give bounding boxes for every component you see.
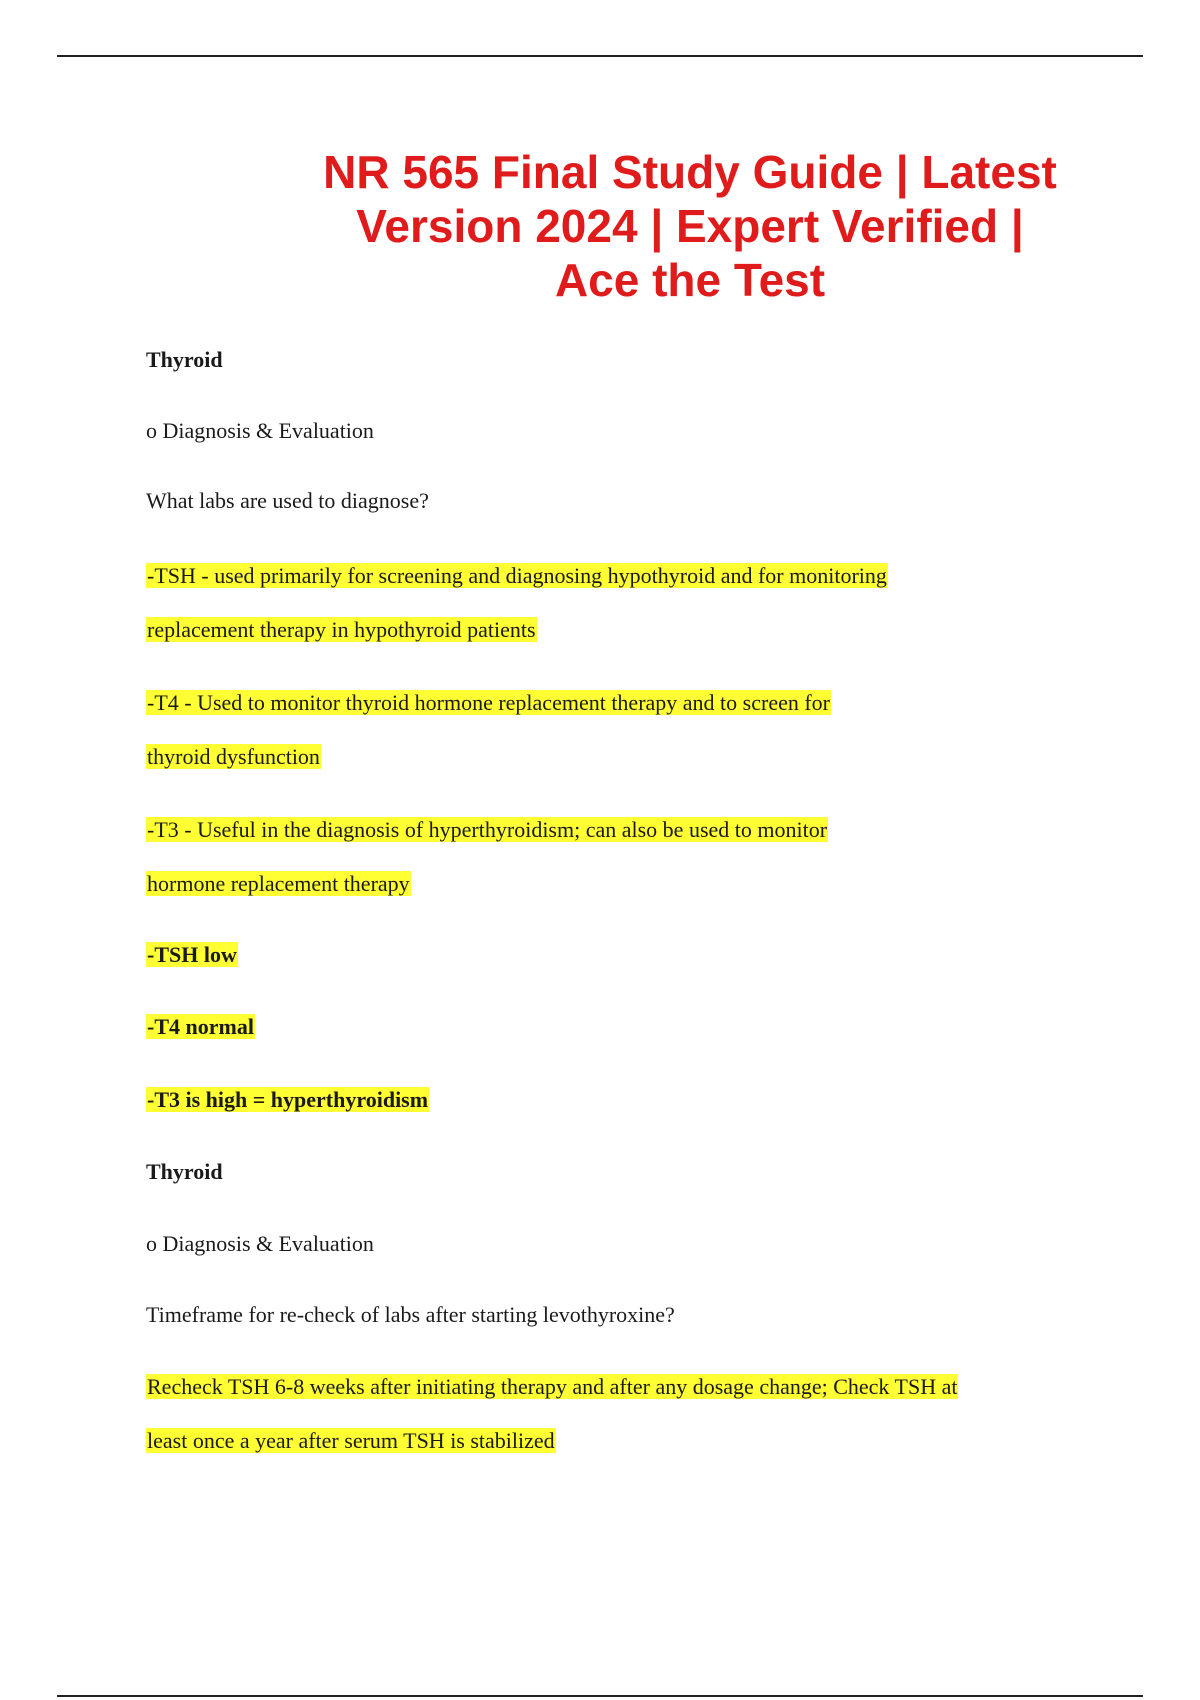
title-line: Version 2024 | Expert Verified | <box>356 200 1024 252</box>
answer-line <box>146 688 831 718</box>
question-text: What labs are used to diagnose? <box>146 488 429 513</box>
section-subheading: o Diagnosis & Evaluation <box>146 418 374 443</box>
answer-line <box>146 815 828 845</box>
title-line: Ace the Test <box>554 254 826 306</box>
highlighted-text: -TSH - used primarily for screening and diagnosing hypothyroid and for monitoring <box>147 563 887 588</box>
answer-line <box>146 1426 556 1456</box>
highlighted-text: -T4 normal <box>147 1014 254 1039</box>
answer-line <box>146 869 411 899</box>
top-rule <box>57 55 1143 57</box>
highlighted-text: -T4 - Used to monitor thyroid hormone replacement therapy and to screen for <box>147 690 830 715</box>
answer-line <box>146 1012 255 1042</box>
highlighted-text: replacement therapy in hypothyroid patients <box>147 617 536 642</box>
highlighted-text: -T3 - Useful in the diagnosis of hyperthyroidism; can also be used to monitor <box>147 817 828 842</box>
answer-line <box>146 1372 958 1402</box>
answer-line <box>146 742 321 772</box>
title-line: NR 565 Final Study Guide | Latest <box>323 146 1057 198</box>
highlighted-text: thyroid dysfunction <box>147 744 320 769</box>
document-title <box>285 145 1095 307</box>
answer-line <box>146 561 888 591</box>
answer-line <box>146 615 537 645</box>
answer-line <box>146 1085 429 1115</box>
highlighted-text: -TSH low <box>147 942 237 967</box>
section-subheading: o Diagnosis & Evaluation <box>146 1231 374 1256</box>
answer-line <box>146 940 238 970</box>
bottom-rule <box>57 1695 1143 1697</box>
section-heading: Thyroid <box>146 347 223 372</box>
highlighted-text: Recheck TSH 6-8 weeks after initiating therapy and after any dosage change; Check TSH at <box>147 1374 958 1399</box>
highlighted-text: -T3 is high = hyperthyroidism <box>147 1087 429 1112</box>
section-heading: Thyroid <box>146 1159 223 1184</box>
highlighted-text: least once a year after serum TSH is stabilized <box>147 1428 555 1453</box>
question-text: Timeframe for re-check of labs after starting levothyroxine? <box>146 1302 675 1327</box>
highlighted-text: hormone replacement therapy <box>147 871 410 896</box>
